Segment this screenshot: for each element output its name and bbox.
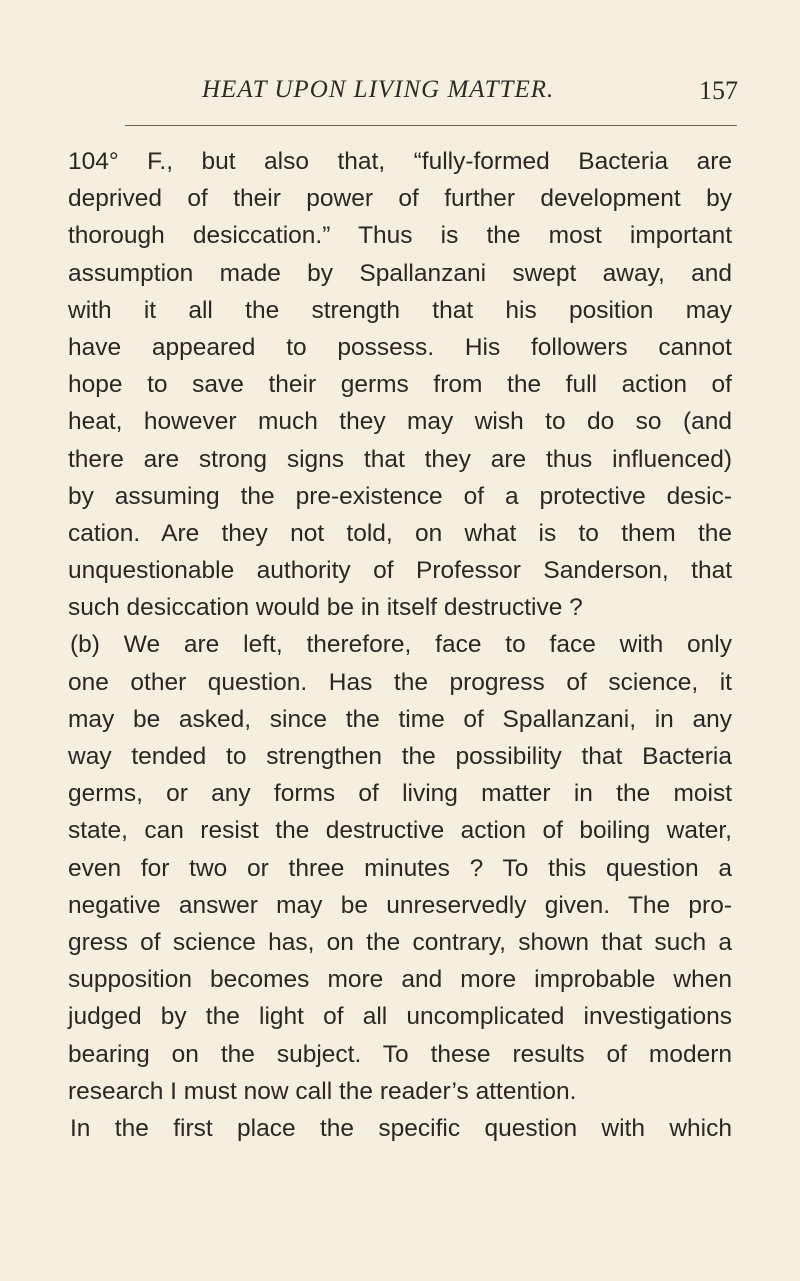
text-line: by assuming the pre-existence of a protective desic- (68, 482, 732, 510)
page-number: 157 (699, 76, 738, 105)
text-line: have appeared to possess. His followers cannot (68, 333, 732, 361)
text-line: there are strong signs that they are thus influenced) (68, 445, 732, 473)
text-line: (b) We are left, therefore, face to face with only (70, 631, 732, 659)
text-line: deprived of their power of further development by (68, 185, 732, 213)
text-line: research I must now call the reader’s attention. (68, 1077, 577, 1105)
text-line: may be asked, since the time of Spallanzani, in any (68, 705, 732, 733)
text-line: thorough desiccation.” Thus is the most important (68, 222, 732, 250)
text-line: with it all the strength that his position may (68, 296, 732, 324)
text-line: supposition becomes more and more improbable when (68, 966, 732, 994)
text-line: one other question. Has the progress of science, it (68, 668, 732, 696)
text-line: unquestionable authority of Professor Sanderson, that (68, 557, 732, 585)
text-line: assumption made by Spallanzani swept away, and (68, 259, 732, 287)
text-line: negative answer may be unreservedly given. The pro- (68, 891, 732, 919)
text-line: bearing on the subject. To these results of modern (68, 1040, 732, 1068)
text-line: hope to save their germs from the full action of (68, 371, 732, 399)
body-text (68, 143, 732, 1147)
text-line: way tended to strengthen the possibility that Bacteria (68, 743, 732, 770)
text-line: cation. Are they not told, on what is to them the (68, 519, 732, 547)
running-head: HEAT UPON LIVING MATTER. (202, 76, 555, 103)
text-line: 104° F., but also that, “fully-formed Bacteria are (68, 148, 732, 175)
text-line: even for two or three minutes ? To this question a (68, 854, 732, 882)
header-rule (125, 125, 737, 126)
text-line: gress of science has, on the contrary, shown that such a (68, 928, 732, 956)
text-line: germs, or any forms of living matter in the moist (68, 780, 732, 808)
text-line: In the first place the specific question with which (70, 1114, 732, 1142)
text-line: judged by the light of all uncomplicated investigations (68, 1003, 732, 1031)
text-line: heat, however much they may wish to do so (and (68, 408, 732, 436)
text-line: state, can resist the destructive action of boiling water, (68, 817, 732, 845)
text-line: such desiccation would be in itself destructive ? (68, 594, 583, 622)
page-header (150, 76, 738, 116)
